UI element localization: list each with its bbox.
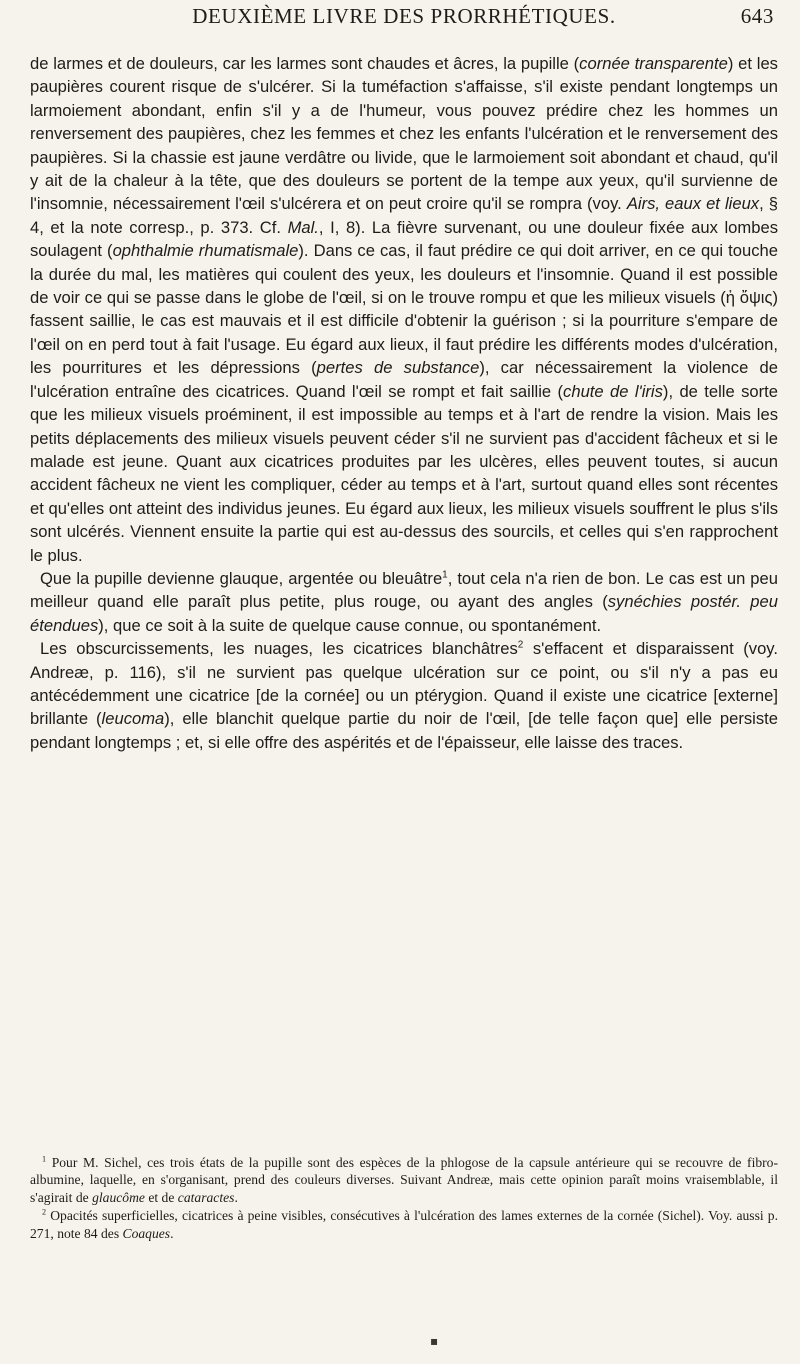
text-run: ), car nécessairement la violence de l'ulcération entraîne des cicatrices. Quand l'œil se rompt et fait saillie ( xyxy=(30,358,778,401)
text-run: de larmes et de douleurs, car les larmes sont chaudes et âcres, la pupille ( xyxy=(30,54,580,73)
italic-text: Mal. xyxy=(287,217,319,237)
text-run: . xyxy=(170,1225,174,1241)
text-run: et de xyxy=(144,1189,178,1205)
italic-text: leucoma xyxy=(101,709,165,729)
italic-text: pertes de substance xyxy=(316,358,480,378)
running-head xyxy=(30,4,778,40)
footnote-ref: 1 xyxy=(442,569,448,581)
text-run: Que la pupille devienne glauque, argentée ou bleuâtre xyxy=(40,568,443,588)
italic-text: chute de l'iris xyxy=(563,381,663,401)
text-run: Opacités superficielles, cicatrices à peine visibles, consécutives à l'ulcération des lames externes de la cornée (Sichel). Voy. aussi p. 271, note 84 des xyxy=(30,1208,778,1241)
italic-text: synéchies postér. peu étendues xyxy=(30,592,778,635)
footnote xyxy=(30,1207,778,1242)
text-run: ), elle blanchit quelque partie du noir de l'œil, [de telle façon que] elle persiste pendant longtemps ; et, si elle offre des aspérités et de l'épaisseur, elle laisse des traces. xyxy=(30,709,778,752)
running-title: DEUXIÈME LIVRE DES PRORRHÉTIQUES. xyxy=(192,4,616,28)
text-run: , tout cela n'a rien de bon. Le cas est un peu meilleur quand elle paraît plus petite, plus rouge, ou ayant des angles ( xyxy=(30,568,778,612)
text-run: ). Dans ce cas, il faut prédire ce qui doit arriver, en ce qui touche la durée du mal, les matières qui coulent des yeux, les douleurs et l'insomnie. Quand il est possible de voir ce qui se passe dans le globe de l'œil, si on le trouve rompu et que les milieux visuels (ἡ ὄψις) fassent saillie, le cas est mauvais et il est difficile d'obtenir la guérison ; si la pourriture s'empare de l'œil on en perd tout à fait l'usage. Eu égard aux lieux, il faut prédire les différents modes d'ulcération, les pourritures et les dépressions ( xyxy=(30,241,778,378)
text-run: Les obscurcissements, les nuages, les cicatrices blanchâtres xyxy=(40,639,518,659)
italic-text: Airs, eaux et lieux xyxy=(626,194,760,214)
footnote-ref: 1 xyxy=(42,1154,47,1164)
text-run: , I, 8). La fièvre survenant, ou une douleur fixée aux lombes soulagent ( xyxy=(30,217,778,261)
footnote-ref: 2 xyxy=(42,1207,47,1217)
italic-text: Coaques xyxy=(122,1225,171,1241)
text-run: ) et les paupières courent risque de s'ulcérer. Si la tuméfaction s'affaisse, s'il existe pendant longtemps un larmoiement abondant, enfin s'il y a de l'humeur, vous pouvez prédire chez les hommes un renversement des paupières, chez les femmes et chez les enfants l'ulcération et le renversement des paupières. Si la chassie est jaune verdâtre ou livide, que le larmoiement soit abondant et chaud, qu'il y ait de la chaleur à la tête, que des douleurs se portent de la tempe aux yeux, qu'il survienne de l'insomnie, nécessairement l'œil s'ulcérera et on peut croire qu'il se rompra (voy. xyxy=(30,54,778,214)
footnotes xyxy=(30,1154,778,1243)
text-run: Pour M. Sichel, ces trois états de la pupille sont des espèces de la phlogose de la capsule antérieure qui se recouvre de fibro-albumine, laquelle, en s'organisant, prend des couleurs diverses. Suivant Andreæ, mais cette opinion paraît moins vraisemblable, il s'agirait de xyxy=(30,1155,778,1205)
page-number: 643 xyxy=(740,4,774,28)
text-run: ), de telle sorte que les milieux visuels proéminent, il est impossible au temps et à l'art de rendre la vision. Mais les petits déplacements des milieux visuels peuvent céder s'il ne survient pas d'accident fâcheux et si le malade est jeune. Quant aux cicatrices produites par les ulcères, elles peuvent toutes, si aucun accident fâcheux ne vient les compliquer, céder au temps et à l'art, surtout quand elles sont récentes et qu'elles ont atteint des individus jeunes. Eu égard aux lieux, les milieux visuels souffrent le plus s'ils sont ulcérés. Viennent ensuite la partie qui est au-dessus des sourcils, et celles qui s'en rapprochent le plus. xyxy=(30,381,778,565)
text-run: . xyxy=(234,1189,238,1205)
text-run: ), que ce soit à la suite de quelque cause connue, ou spontanément. xyxy=(98,615,602,635)
italic-text: cataractes xyxy=(177,1189,235,1205)
italic-text: cornée transparente xyxy=(579,54,728,73)
body-text xyxy=(30,52,778,754)
italic-text: glaucôme xyxy=(92,1189,145,1205)
paragraph xyxy=(30,637,778,754)
footnote-ref: 2 xyxy=(517,639,524,651)
footnote xyxy=(30,1154,778,1206)
text-run: , § 4, et la note corresp., p. 373. Cf. xyxy=(30,194,778,237)
text-run: s'effacent et disparaissent (voy. Andreæ, p. 116), s'il ne survient pas quelque ulcération sur ce point, ou s'il n'y a pas eu antécédemment une cicatrice [de la cornée] ou un ptérygion. Quand il existe une cicatrice [externe] brillante ( xyxy=(30,639,778,729)
italic-text: ophthalmie rhumatismale xyxy=(112,241,299,261)
paragraph xyxy=(30,52,778,567)
print-speck: ▪ xyxy=(430,1334,439,1348)
paragraph xyxy=(30,567,778,637)
